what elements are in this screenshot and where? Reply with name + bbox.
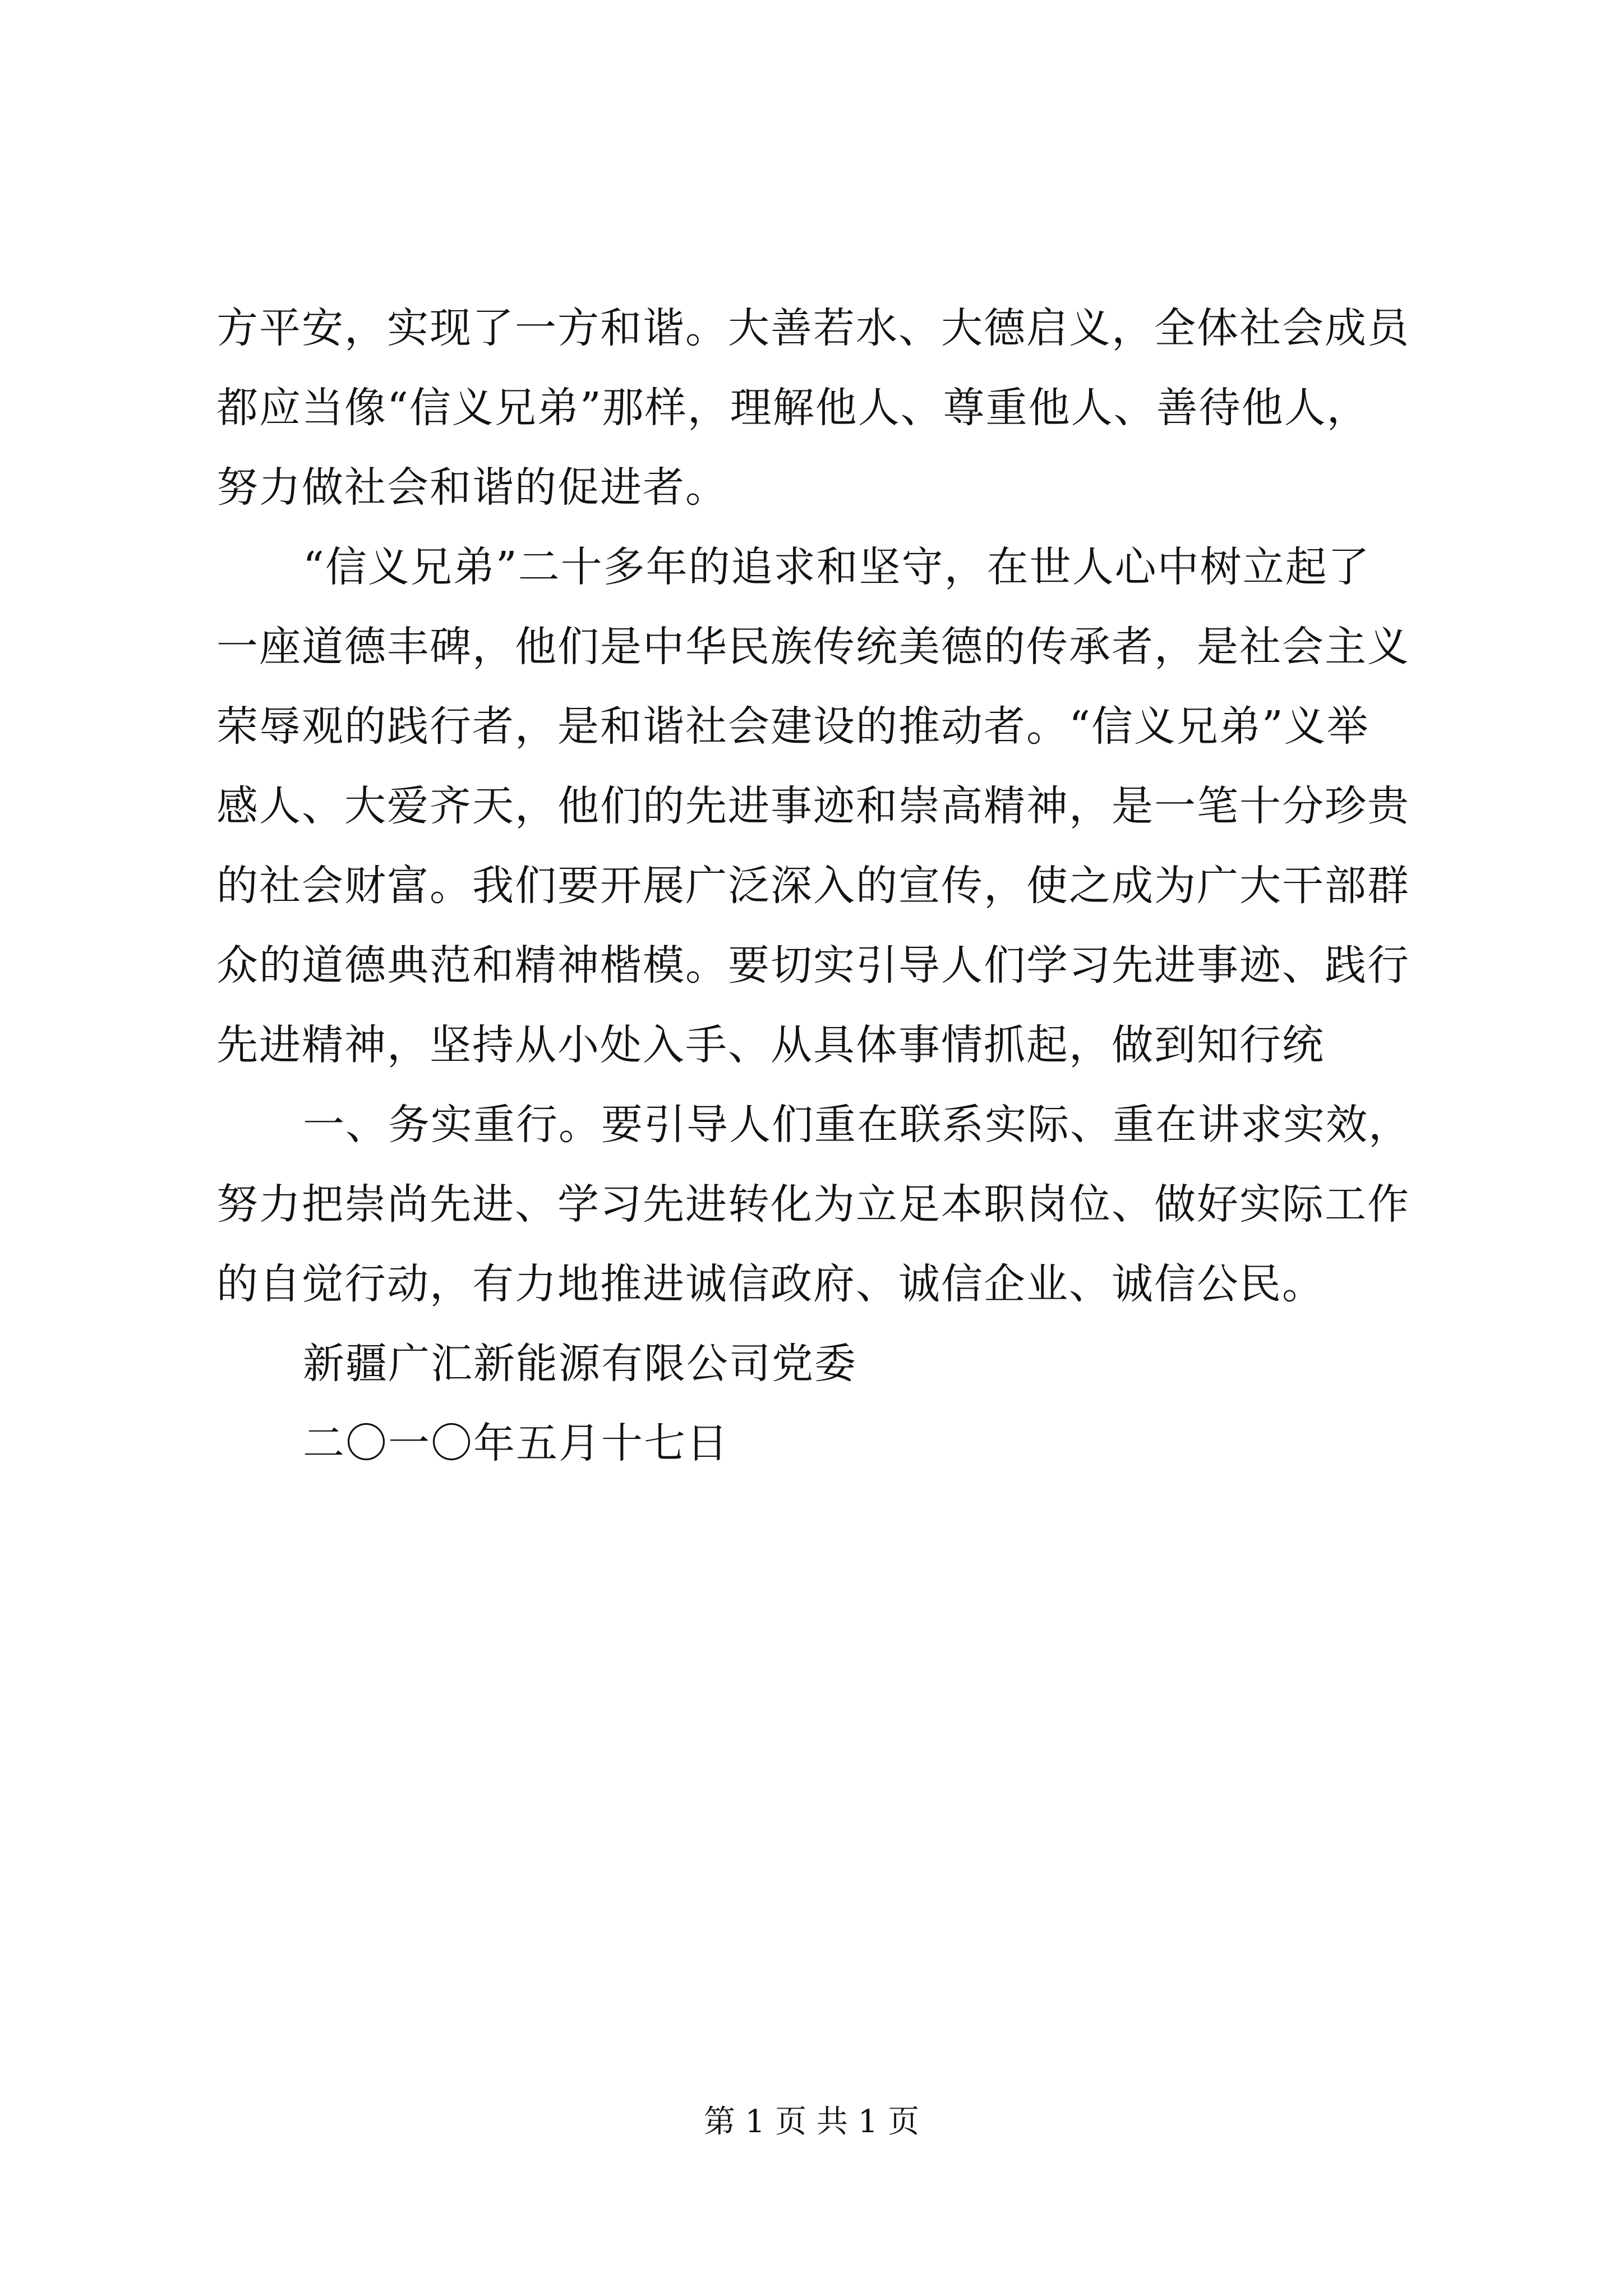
signature-date: 二〇一〇年五月十七日	[303, 1419, 729, 1467]
page-footer: 第 1 页 共 1 页	[703, 2104, 920, 2140]
body-line-13: 的自觉行动，有力地推进诚信政府、诚信企业、诚信公民。	[216, 1260, 1325, 1308]
body-line-3: 努力做社会和谐的促进者。	[216, 463, 728, 512]
body-line-1: 方平安，实现了一方和谐。大善若水、大德启义，全体社会成员	[216, 304, 1410, 352]
body-line-10: 先进精神，坚持从小处入手、从具体事情抓起，做到知行统	[216, 1021, 1325, 1069]
body-line-4: “信义兄弟”二十多年的追求和坚守，在世人心中树立起了	[303, 543, 1371, 591]
body-line-9: 众的道德典范和精神楷模。要切实引导人们学习先进事迹、践行	[216, 941, 1410, 990]
body-line-6: 荣辱观的践行者，是和谐社会建设的推动者。“信义兄弟”义举	[216, 702, 1370, 751]
body-line-11: 一、务实重行。要引导人们重在联系实际、重在讲求实效，	[303, 1101, 1411, 1149]
body-line-5: 一座道德丰碑，他们是中华民族传统美德的传承者，是社会主义	[216, 623, 1410, 671]
body-line-7: 感人、大爱齐天，他们的先进事迹和崇高精神，是一笔十分珍贵	[216, 782, 1410, 830]
body-line-12: 努力把崇尚先进、学习先进转化为立足本职岗位、做好实际工作	[216, 1180, 1410, 1228]
signature-organization: 新疆广汇新能源有限公司党委	[303, 1340, 857, 1388]
body-line-2: 都应当像“信义兄弟”那样，理解他人、尊重他人、善待他人，	[216, 384, 1370, 432]
body-line-8: 的社会财富。我们要开展广泛深入的宣传，使之成为广大干部群	[216, 862, 1410, 910]
